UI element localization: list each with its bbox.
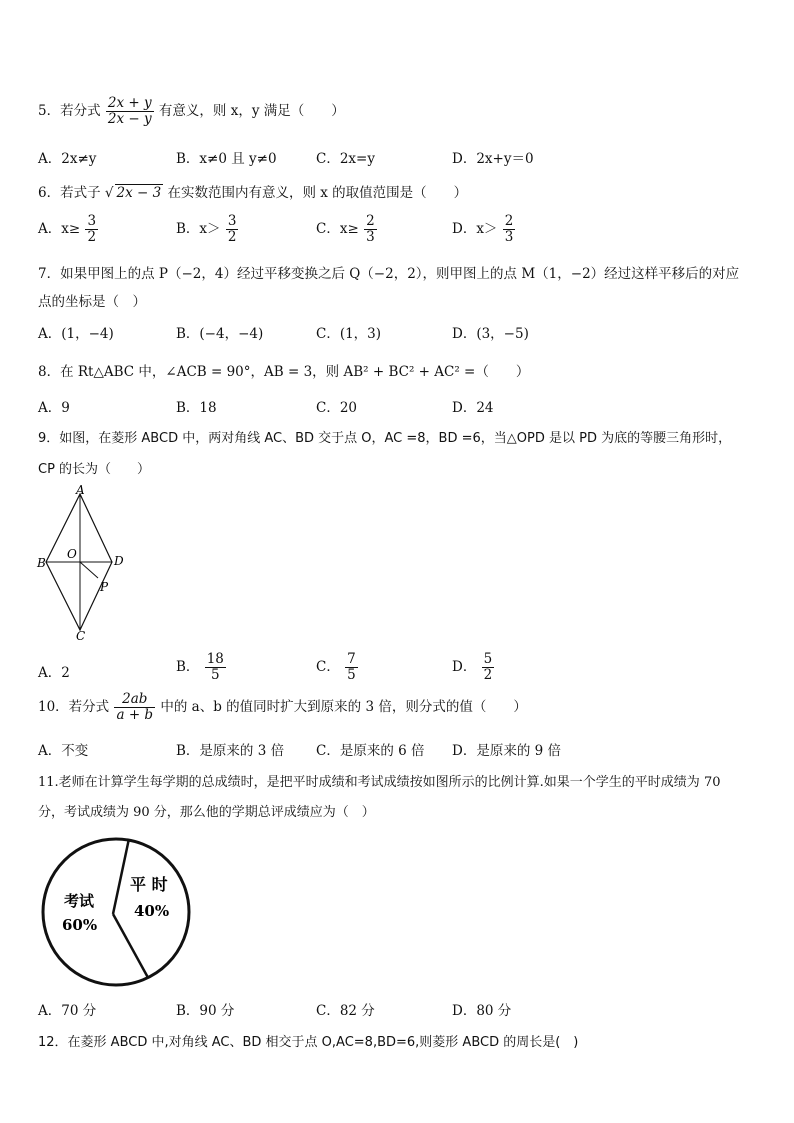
q9-option-a: A．2	[38, 665, 70, 681]
q8-option-b: B．18	[176, 400, 217, 416]
q10-frac-numerator: 2ab	[114, 692, 155, 708]
q6-option-b-num: 3	[227, 213, 237, 229]
q9-line-2: CP 的长为（ ）	[38, 462, 151, 477]
q6-radicand: 2x − 3	[116, 185, 162, 201]
q10-frac-denominator: a + b	[116, 707, 154, 723]
label-o: O	[67, 547, 77, 561]
label-d: D	[114, 554, 124, 568]
q6-option-c-den: 3	[366, 229, 375, 245]
q5-frac-denominator: 2x − y	[107, 111, 152, 127]
q6-option-d-label: D．x＞	[452, 221, 498, 237]
q9-option-c-label: C．	[316, 659, 340, 675]
q8-option-c: C．20	[316, 400, 358, 416]
pie-slice-divider-1	[113, 840, 129, 914]
q7-line-1: 7．如果甲图上的点 P（−2，4）经过平移变换之后 Q（−2，2），则甲图上的点 M（1，−2）经过这样平移后的对应	[38, 266, 740, 282]
q11-option-c: C．82 分	[316, 1003, 375, 1019]
q9-option-d	[452, 652, 495, 683]
q11-option-d: D．80 分	[452, 1003, 512, 1019]
pie-chart	[36, 832, 196, 992]
pie-label-daily: 平 时	[130, 875, 168, 894]
q10-option-c: C．是原来的 6 倍	[316, 743, 425, 759]
q5-prefix: 5．若分式	[38, 103, 101, 119]
q12-text: 12．在菱形 ABCD 中,对角线 AC、BD 相交于点 O,AC=8,BD=6,则菱形 ABCD 的周长是( )	[38, 1035, 579, 1050]
q9-option-c-num: 7	[347, 651, 356, 667]
pie-label-daily-pct: 40%	[134, 902, 170, 920]
question-10	[38, 692, 527, 723]
q11-option-a: A．70 分	[38, 1003, 97, 1019]
q6-option-d-num: 2	[504, 213, 514, 229]
label-a: A	[76, 483, 85, 497]
q5-option-d: D．2x+y＝0	[452, 151, 534, 167]
q9-option-c-den: 5	[347, 667, 356, 683]
q6-prefix: 6．若式子	[38, 185, 101, 201]
label-p: P	[100, 580, 109, 594]
q6-option-c-num: 2	[366, 213, 375, 229]
q9-option-d-den: 2	[483, 667, 493, 683]
q5-option-c: C．2x=y	[316, 151, 375, 167]
q7-option-d: D．(3，−5)	[452, 326, 529, 342]
pie-label-exam: 考试	[64, 892, 95, 910]
q8-text: 8．在 Rt△ABC 中，∠ACB = 90°，AB = 3，则 AB² + BC² + AC² =（ ）	[38, 364, 530, 380]
q7-option-b: B．(−4，−4)	[176, 326, 264, 342]
q6-option-a-den: 2	[87, 229, 97, 245]
q6-option-b	[176, 214, 239, 245]
question-6	[38, 181, 467, 201]
q6-option-d	[452, 214, 516, 245]
q10-suffix: 中的 a、b 的值同时扩大到原来的 3 倍，则分式的值（ ）	[160, 699, 527, 715]
q6-option-c	[316, 214, 378, 245]
q6-option-a-label: A．x≥	[38, 221, 81, 237]
q9-option-d-num: 5	[483, 651, 493, 667]
q6-option-d-den: 3	[504, 229, 514, 245]
q6-suffix: 在实数范围内有意义，则 x 的取值范围是（ ）	[167, 185, 468, 201]
sqrt-icon: √	[104, 185, 114, 201]
q7-option-a: A．(1，−4)	[38, 326, 114, 342]
q9-option-b-den: 5	[211, 667, 220, 683]
q10-option-d: D．是原来的 9 倍	[452, 743, 561, 759]
q9-option-b	[176, 652, 227, 683]
q6-option-c-label: C．x≥	[316, 221, 359, 237]
rhombus-figure	[30, 482, 140, 642]
q5-fraction	[106, 96, 154, 127]
q5-frac-numerator: 2x + y	[107, 95, 152, 111]
pie-label-exam-pct: 60%	[62, 916, 98, 934]
q5-suffix: 有意义，则 x，y 满足（ ）	[158, 103, 345, 119]
q8-option-a: A．9	[38, 400, 70, 416]
q10-fraction	[114, 692, 155, 723]
q5-option-b: B．x≠0 且 y≠0	[176, 151, 277, 167]
q10-prefix: 10．若分式	[38, 699, 110, 715]
label-c: C	[76, 629, 86, 642]
q6-option-b-den: 2	[227, 229, 237, 245]
label-b: B	[37, 556, 46, 570]
q6-option-a	[38, 214, 99, 245]
q7-option-c: C．(1，3)	[316, 326, 382, 342]
q10-option-b: B．是原来的 3 倍	[176, 743, 285, 759]
segment-op	[80, 562, 98, 578]
q10-option-a: A．不变	[38, 743, 89, 759]
pie-slice-divider-2	[113, 914, 148, 978]
q6-option-a-num: 3	[87, 213, 97, 229]
q6-option-b-label: B．x＞	[176, 221, 221, 237]
question-5	[38, 96, 345, 127]
q8-option-d: D．24	[452, 400, 494, 416]
q5-option-a: A．2x≠y	[38, 151, 97, 167]
q9-option-d-label: D．	[452, 659, 477, 675]
q9-option-b-label: B．	[176, 659, 200, 675]
q7-line-2: 点的坐标是（ ）	[38, 294, 146, 310]
q11-option-b: B．90 分	[176, 1003, 235, 1019]
q11-line-1: 11.老师在计算学生每学期的总成绩时，是把平时成绩和考试成绩按如图所示的比例计算.如果一个学生的平时成绩为 70	[38, 775, 721, 790]
q9-option-b-num: 18	[206, 651, 224, 667]
q9-line-1: 9．如图，在菱形 ABCD 中，两对角线 AC、BD 交于点 O，AC =8，BD =6，当△OPD 是以 PD 为底的等腰三角形时，	[38, 431, 732, 446]
q11-line-2: 分，考试成绩为 90 分，那么他的学期总评成绩应为（ ）	[38, 805, 375, 820]
q9-option-c	[316, 652, 359, 683]
